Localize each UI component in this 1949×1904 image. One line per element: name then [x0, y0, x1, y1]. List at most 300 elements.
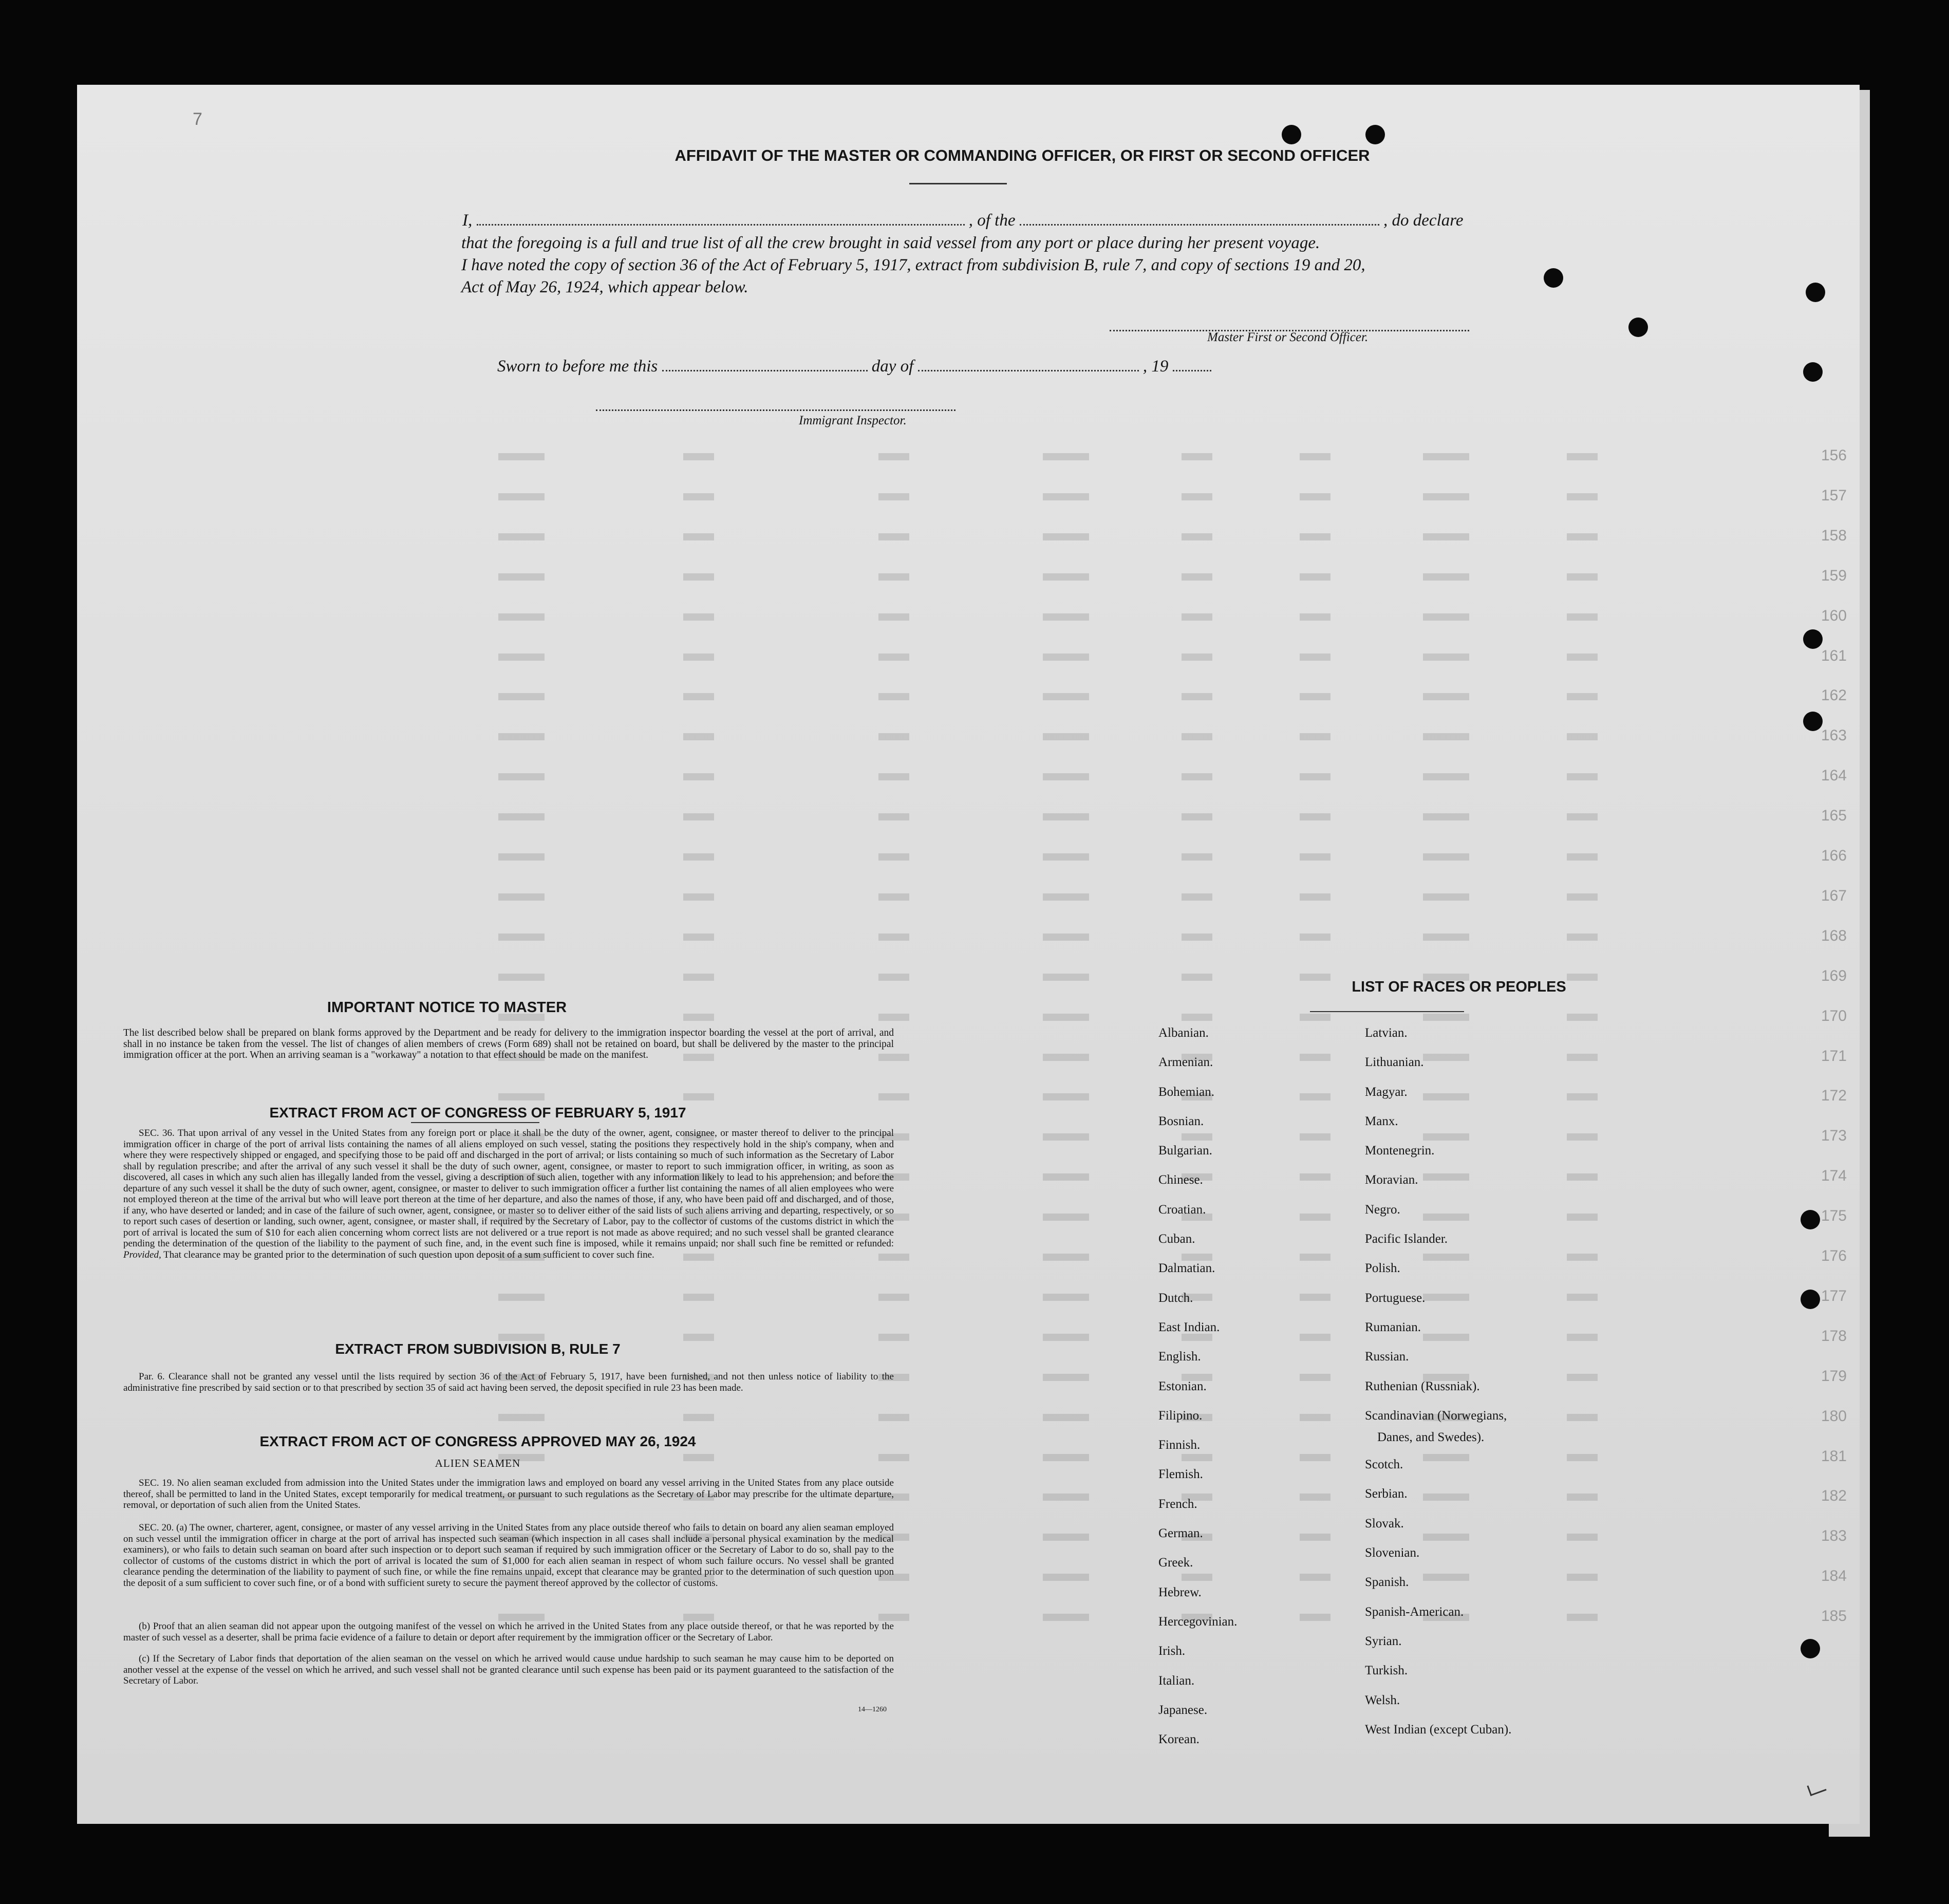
show-through-mark — [498, 893, 545, 901]
row-number: 182 — [1821, 1487, 1847, 1505]
show-through-mark — [878, 733, 909, 740]
notice-title: IMPORTANT NOTICE TO MASTER — [327, 999, 567, 1016]
show-through-mark — [878, 613, 909, 621]
show-through-mark — [683, 573, 714, 581]
show-through-mark — [498, 733, 545, 740]
show-through-mark — [1043, 813, 1089, 820]
race-item: Latvian. — [1365, 1026, 1408, 1040]
show-through-mark — [878, 1014, 909, 1021]
show-through-mark — [1567, 934, 1598, 941]
punch-hole — [1365, 125, 1385, 144]
affidavit-title: AFFIDAVIT OF THE MASTER OR COMMANDING OFFICER, OR FIRST OR SECOND OFFICER — [674, 146, 1370, 164]
affidavit-declare: , do declare — [1383, 211, 1464, 230]
race-item: Flemish. — [1158, 1467, 1203, 1482]
show-through-mark — [1300, 613, 1330, 621]
row-number: 180 — [1821, 1407, 1847, 1425]
race-item: Pacific Islander. — [1365, 1232, 1448, 1246]
show-through-mark — [1300, 733, 1330, 740]
show-through-mark — [878, 693, 909, 700]
show-through-mark — [1043, 893, 1089, 901]
show-through-mark — [683, 1334, 714, 1341]
show-through-mark — [878, 1454, 909, 1461]
row-number: 173 — [1821, 1127, 1847, 1145]
show-through-mark — [1182, 733, 1212, 740]
show-through-mark — [1043, 654, 1089, 661]
section-19-text: SEC. 19. No alien seaman excluded from admission into the United States under the immigration laws and employed on board any vessel arriving in the United States from any place outside thereof, shall be permitted to land in the United States, except temporarily for medical treatment, or pursuant to such regulations as the Secretary of Labor may prescribe for the ultimate departure, removal, or deportation of such alien from the United States. — [123, 1478, 894, 1510]
race-item: Dutch. — [1158, 1291, 1193, 1305]
form-code: 14—1260 — [858, 1706, 887, 1713]
show-through-mark — [498, 573, 545, 581]
row-number: 168 — [1821, 927, 1847, 944]
show-through-mark — [1182, 853, 1212, 861]
show-through-mark — [498, 773, 545, 780]
show-through-mark — [1567, 1374, 1598, 1381]
show-through-mark — [1423, 813, 1469, 820]
show-through-mark — [1182, 934, 1212, 941]
race-item: Turkish. — [1365, 1664, 1408, 1678]
show-through-mark — [1300, 1374, 1330, 1381]
race-item: Scotch. — [1365, 1458, 1403, 1472]
show-through-row — [77, 527, 1860, 548]
race-item: Bohemian. — [1158, 1085, 1215, 1099]
sworn-day-blank — [662, 370, 868, 371]
show-through-mark — [1423, 733, 1469, 740]
show-through-mark — [1300, 893, 1330, 901]
race-item: Greek. — [1158, 1556, 1193, 1570]
master-label: Master First or Second Officer. — [1207, 330, 1369, 344]
show-through-mark — [1300, 1334, 1330, 1341]
show-through-mark — [498, 1294, 545, 1301]
show-through-mark — [878, 1093, 909, 1100]
show-through-row — [77, 767, 1860, 788]
show-through-mark — [1423, 573, 1469, 581]
rule-7-title: EXTRACT FROM SUBDIVISION B, RULE 7 — [335, 1341, 621, 1357]
show-through-mark — [878, 974, 909, 981]
show-through-mark — [683, 1454, 714, 1461]
row-number: 161 — [1821, 647, 1847, 664]
show-through-mark — [1567, 613, 1598, 621]
show-through-mark — [683, 733, 714, 740]
race-item: West Indian (except Cuban). — [1365, 1722, 1512, 1737]
show-through-mark — [878, 853, 909, 861]
rule-7-text: Par. 6. Clearance shall not be granted any vessel until the lists required by section 36 of the Act of February 5, 1917, have been furnished, and not then unless notice of liability to the administrative fine prescribed by said section or to that prescribed by section 35 of said act having been served, the deposit specified in rule 23 has been made. — [123, 1371, 894, 1393]
punch-hole — [1803, 712, 1823, 731]
show-through-mark — [1300, 654, 1330, 661]
race-item: Korean. — [1158, 1732, 1200, 1747]
show-through-row — [77, 647, 1860, 668]
section-20b-text: (b) Proof that an alien seaman did not appear upon the outgoing manifest of the vessel on which he arrived in the United States from any place outside thereof, or that he was reported by the master of such vessel as a deserter, shall be prima facie evidence of a failure to detain or deport after requirement by the immigration officer or the Secretary of Labor. — [123, 1621, 894, 1643]
show-through-mark — [878, 1334, 909, 1341]
punch-hole — [1803, 362, 1823, 382]
show-through-mark — [1567, 533, 1598, 540]
alien-seamen-subtitle: ALIEN SEAMEN — [435, 1457, 521, 1469]
show-through-mark — [1182, 813, 1212, 820]
show-through-mark — [683, 1014, 714, 1021]
race-item: Albanian. — [1158, 1026, 1209, 1040]
show-through-mark — [498, 853, 545, 861]
show-through-mark — [1043, 1214, 1089, 1221]
race-item: East Indian. — [1158, 1320, 1220, 1334]
show-through-mark — [1567, 1054, 1598, 1061]
show-through-mark — [1182, 773, 1212, 780]
show-through-row — [77, 447, 1860, 468]
affidavit-line-1 — [462, 211, 1463, 230]
show-through-mark — [1043, 693, 1089, 700]
show-through-mark — [1043, 1414, 1089, 1421]
race-item: Dalmatian. — [1158, 1261, 1215, 1276]
show-through-mark — [1423, 773, 1469, 780]
show-through-mark — [878, 493, 909, 500]
show-through-mark — [1043, 493, 1089, 500]
notice-text: The list described below shall be prepared on blank forms approved by the Department and be ready for delivery to the immigration inspector boarding the vessel at the port of arrival, and shall in no instance be taken from the vessel. The list of changes of alien members of crews (Form 689) shall not be retained on board, but shall be delivered by the master to the principal immigration officer at the port. When an arriving seaman is a "workaway" a notation to that effect should be made on the manifest. — [123, 1028, 894, 1060]
punch-hole — [1801, 1210, 1820, 1229]
show-through-mark — [1300, 813, 1330, 820]
show-through-mark — [683, 453, 714, 460]
show-through-mark — [683, 1614, 714, 1621]
race-item: Croatian. — [1158, 1202, 1206, 1217]
show-through-mark — [1423, 613, 1469, 621]
show-through-mark — [878, 654, 909, 661]
race-item: Magyar. — [1365, 1085, 1408, 1099]
race-item: Slovak. — [1365, 1516, 1404, 1530]
show-through-mark — [1043, 573, 1089, 581]
show-through-mark — [1300, 1254, 1330, 1261]
show-through-mark — [1567, 853, 1598, 861]
show-through-mark — [1423, 533, 1469, 540]
show-through-mark — [498, 693, 545, 700]
sworn-line — [497, 357, 1211, 376]
show-through-mark — [1567, 1014, 1598, 1021]
show-through-mark — [1567, 1494, 1598, 1501]
show-through-mark — [1182, 453, 1212, 460]
show-through-row — [77, 607, 1860, 628]
extract-1924-title: EXTRACT FROM ACT OF CONGRESS APPROVED MAY 26, 1924 — [259, 1433, 696, 1449]
show-through-row — [77, 887, 1860, 908]
row-number: 169 — [1821, 967, 1847, 984]
extract-1917-text — [123, 1128, 894, 1260]
show-through-mark — [1567, 1214, 1598, 1221]
show-through-mark — [1182, 493, 1212, 500]
races-right-column — [1365, 1018, 1511, 1744]
show-through-mark — [1567, 1534, 1598, 1541]
row-number: 178 — [1821, 1327, 1847, 1345]
row-number: 163 — [1821, 727, 1847, 744]
race-item: Moravian. — [1365, 1173, 1418, 1187]
race-item: Ruthenian (Russniak). — [1365, 1379, 1480, 1393]
show-through-mark — [1567, 1574, 1598, 1581]
race-item: Armenian. — [1158, 1055, 1213, 1070]
show-through-mark — [878, 773, 909, 780]
show-through-mark — [1043, 1534, 1089, 1541]
show-through-mark — [498, 934, 545, 941]
row-number: 181 — [1821, 1447, 1847, 1465]
row-number: 174 — [1821, 1167, 1847, 1185]
section-20a-text: SEC. 20. (a) The owner, charterer, agent, consignee, or master of any vessel arriving in the United States from any place outside thereof who fails to detain on board any alien seaman employed on such vessel until the immigration officer in charge at the port of arrival has inspected such seaman (which inspection in all cases shall include a personal physical examination by the medical examiners), or who fails to detain such seaman on board after such inspection or to deport such seaman if required by such immigration officer or the Secretary of Labor to do so, shall pay to the collector of customs of the customs district in which the port of arrival is located the sum of $1,000 for each alien seaman in respect of whom such failure occurs. No vessel shall be granted clearance pending the determination of the liability to payment of such fine, or while the fine remains unpaid, except that clearance may be granted prior to the determination of such question upon the deposit of a sum sufficient to cover such fine, or of a bond with sufficient surety to secure the payment thereof approved by the collector of customs. — [123, 1522, 894, 1589]
show-through-mark — [1043, 733, 1089, 740]
show-through-mark — [1043, 453, 1089, 460]
race-item: Italian. — [1158, 1673, 1195, 1688]
show-through-mark — [498, 533, 545, 540]
show-through-mark — [1043, 1254, 1089, 1261]
show-through-mark — [1567, 1414, 1598, 1421]
show-through-mark — [1300, 853, 1330, 861]
show-through-mark — [1567, 573, 1598, 581]
show-through-mark — [1300, 533, 1330, 540]
show-through-mark — [1567, 773, 1598, 780]
sworn-year-blank — [1173, 370, 1211, 371]
show-through-mark — [1043, 1093, 1089, 1100]
show-through-mark — [1043, 1294, 1089, 1301]
show-through-row — [77, 1408, 1860, 1428]
race-item: Spanish. — [1365, 1575, 1409, 1590]
show-through-mark — [683, 1414, 714, 1421]
show-through-mark — [683, 613, 714, 621]
row-number: 170 — [1821, 1007, 1847, 1024]
row-number: 176 — [1821, 1247, 1847, 1264]
race-item: French. — [1158, 1497, 1197, 1511]
show-through-mark — [683, 773, 714, 780]
race-item: Hebrew. — [1158, 1585, 1202, 1599]
row-number: 171 — [1821, 1047, 1847, 1065]
show-through-mark — [683, 693, 714, 700]
show-through-mark — [878, 813, 909, 820]
show-through-mark — [878, 1614, 909, 1621]
race-item: Rumanian. — [1365, 1320, 1421, 1334]
row-number: 156 — [1821, 447, 1847, 464]
row-number: 167 — [1821, 887, 1847, 904]
show-through-mark — [878, 1294, 909, 1301]
sworn-month-blank — [918, 370, 1139, 371]
show-through-mark — [1567, 1254, 1598, 1261]
race-item: Danes, and Swedes). — [1377, 1430, 1485, 1445]
race-item: Spanish-American. — [1365, 1604, 1464, 1619]
affidavit-i: I, — [462, 211, 473, 230]
row-number: 158 — [1821, 527, 1847, 544]
row-number: 179 — [1821, 1367, 1847, 1385]
show-through-mark — [1300, 693, 1330, 700]
row-number: 164 — [1821, 767, 1847, 785]
check-mark — [1807, 1780, 1826, 1796]
show-through-mark — [1423, 654, 1469, 661]
show-through-mark — [1567, 453, 1598, 460]
row-number: 166 — [1821, 847, 1847, 864]
show-through-mark — [1043, 934, 1089, 941]
race-item: Portuguese. — [1365, 1291, 1426, 1305]
show-through-mark — [683, 654, 714, 661]
races-title: LIST OF RACES OR PEOPLES — [1352, 979, 1566, 995]
show-through-row — [77, 567, 1860, 588]
show-through-mark — [1182, 893, 1212, 901]
row-number: 157 — [1821, 487, 1847, 504]
row-number: 160 — [1821, 607, 1847, 624]
show-through-mark — [1567, 733, 1598, 740]
show-through-row — [77, 807, 1860, 828]
show-through-mark — [1300, 773, 1330, 780]
section-36-text: SEC. 36. That upon arrival of any vessel in the United States from any foreign port or place it shall be the duty of the owner, agent, consignee, or master thereof to deliver to the principal immigration officer in charge of the port of arrival lists containing the names of all aliens employed on such vessel, stating the positions they respectively hold in the ship's company, when and where they were respectively shipped or engaged, and specifying those to be paid off and discharged in the port of arrival; or lists containing so much of such information as the Secretary of Labor shall by regulation prescribe; and after the arrival of any such vessel it shall be the duty of such owner, agent, consignee, or master to report to such immigration officer, in writing, as soon as discovered, all cases in which any such alien has illegally landed from the vessel, giving a description of such alien, together with any information likely to lead to his apprehension; and before the departure of any such vessel it shall be the duty of such owner, agent, consignee, or master to deliver to such immigration officer a further list containing the names of all alien employees who were not employed thereon at the time of the arrival but who will leave port thereon at the time of her departure, and also the names of those, if any, who have been paid off and discharged, and of those, if any, who have deserted or landed; and in case of the failure of such owner, agent, consignee, or master so to deliver either of the said lists of such aliens arriving and departing, respectively, or so to report such cases of desertion or landing, such owner, agent, consignee, or master shall, if required by the Secretary of Labor, pay to the collector of customs of the customs district in which the port of arrival is located the sum of $10 for each alien concerning whom correct lists are not delivered or a true report is not made as above required; and no such vessel shall be granted clearance pending the determination of the question of the liability to the payment of such fine, and, in the event such fine is imposed, while it remains unpaid; nor shall such fine be remitted or refunded: — [123, 1128, 894, 1249]
extract-1917-rule — [411, 1122, 539, 1123]
race-item: Negro. — [1365, 1202, 1400, 1217]
races-rule — [1310, 1011, 1464, 1012]
punch-hole — [1628, 318, 1648, 337]
show-through-mark — [1300, 573, 1330, 581]
show-through-mark — [683, 533, 714, 540]
show-through-mark — [1300, 453, 1330, 460]
show-through-mark — [1300, 1014, 1330, 1021]
show-through-mark — [1300, 1054, 1330, 1061]
race-item: Bosnian. — [1158, 1114, 1204, 1128]
race-item: Serbian. — [1365, 1487, 1408, 1501]
show-through-mark — [878, 533, 909, 540]
race-item: English. — [1158, 1350, 1201, 1364]
show-through-mark — [1182, 654, 1212, 661]
show-through-mark — [1423, 493, 1469, 500]
row-number: 177 — [1821, 1287, 1847, 1304]
show-through-mark — [1043, 1054, 1089, 1061]
race-item: Finnish. — [1158, 1438, 1201, 1452]
proviso-text: That clearance may be granted prior to the determination of such question upon deposit of a sum sufficient to cover such fine. — [163, 1249, 654, 1260]
show-through-mark — [1300, 1414, 1330, 1421]
show-through-mark — [1300, 934, 1330, 941]
race-item: Irish. — [1158, 1644, 1186, 1658]
show-through-mark — [1182, 693, 1212, 700]
race-item: Filipino. — [1158, 1408, 1203, 1423]
punch-hole — [1282, 125, 1301, 144]
show-through-row — [77, 847, 1860, 868]
show-through-mark — [1182, 974, 1212, 981]
show-through-mark — [1043, 1454, 1089, 1461]
show-through-mark — [1182, 573, 1212, 581]
show-through-mark — [1567, 1133, 1598, 1141]
show-through-mark — [1043, 1614, 1089, 1621]
race-item: Scandinavian (Norwegians, — [1365, 1408, 1507, 1423]
show-through-mark — [498, 1414, 545, 1421]
show-through-mark — [1300, 1534, 1330, 1541]
page-number: 7 — [193, 109, 202, 129]
race-item: Russian. — [1365, 1350, 1409, 1364]
race-item: Polish. — [1365, 1261, 1400, 1276]
show-through-mark — [1043, 533, 1089, 540]
row-number: 185 — [1821, 1608, 1847, 1625]
show-through-mark — [1300, 1294, 1330, 1301]
show-through-mark — [1567, 893, 1598, 901]
section-20c-text: (c) If the Secretary of Labor finds that deportation of the alien seaman on the vessel on which he arrived would cause undue hardship to such seaman he may cause him to be deported on another vessel at the expense of the vessel on which he arrived, and such vessel shall not be granted clearance until such expense has been paid or its payment guaranteed to the satisfaction of the Secretary of Labor. — [123, 1653, 894, 1686]
race-item: German. — [1158, 1526, 1203, 1541]
races-left-column — [1158, 1018, 1237, 1754]
show-through-row — [77, 927, 1860, 948]
show-through-mark — [1300, 1454, 1330, 1461]
race-item: Slovenian. — [1365, 1546, 1420, 1560]
title-rule — [909, 183, 1007, 184]
punch-hole — [1544, 268, 1563, 288]
show-through-mark — [1043, 773, 1089, 780]
row-number: 184 — [1821, 1567, 1847, 1585]
show-through-mark — [683, 974, 714, 981]
show-through-mark — [1567, 1294, 1598, 1301]
row-number: 175 — [1821, 1207, 1847, 1225]
show-through-mark — [1300, 1214, 1330, 1221]
show-through-mark — [1567, 1093, 1598, 1100]
show-through-mark — [498, 1334, 545, 1341]
show-through-mark — [1423, 934, 1469, 941]
row-number: 159 — [1821, 567, 1847, 584]
show-through-mark — [1043, 1173, 1089, 1181]
row-number: 172 — [1821, 1087, 1847, 1105]
show-through-row — [77, 1448, 1860, 1468]
show-through-mark — [1300, 1133, 1330, 1141]
punch-hole — [1803, 629, 1823, 649]
show-through-mark — [878, 1414, 909, 1421]
affidavit-line-4: Act of May 26, 1924, which appear below. — [461, 278, 748, 296]
provided-word: Provided, — [123, 1249, 161, 1260]
show-through-mark — [683, 1294, 714, 1301]
name-blank — [477, 224, 965, 226]
show-through-mark — [1043, 1014, 1089, 1021]
show-through-mark — [683, 853, 714, 861]
show-through-mark — [878, 893, 909, 901]
show-through-row — [77, 487, 1860, 508]
show-through-mark — [1567, 493, 1598, 500]
row-number: 183 — [1821, 1527, 1847, 1545]
show-through-mark — [1423, 453, 1469, 460]
show-through-mark — [1567, 654, 1598, 661]
show-through-mark — [1043, 1133, 1089, 1141]
show-through-mark — [683, 934, 714, 941]
show-through-mark — [1423, 893, 1469, 901]
show-through-mark — [683, 813, 714, 820]
show-through-mark — [498, 813, 545, 820]
show-through-mark — [498, 613, 545, 621]
show-through-mark — [498, 453, 545, 460]
show-through-mark — [1300, 1173, 1330, 1181]
show-through-mark — [878, 934, 909, 941]
inspector-signature-line — [596, 409, 955, 411]
manifest-page — [77, 85, 1860, 1824]
show-through-mark — [1043, 1574, 1089, 1581]
race-item: Chinese. — [1158, 1173, 1203, 1187]
punch-hole — [1801, 1290, 1820, 1309]
show-through-mark — [878, 453, 909, 460]
show-through-mark — [498, 974, 545, 981]
show-through-mark — [1043, 1334, 1089, 1341]
show-through-row — [77, 687, 1860, 707]
race-item: Cuban. — [1158, 1232, 1195, 1246]
race-item: Manx. — [1365, 1114, 1398, 1128]
punch-hole — [1806, 283, 1825, 302]
race-item: Montenegrin. — [1365, 1144, 1435, 1158]
show-through-mark — [1567, 693, 1598, 700]
race-item: Syrian. — [1365, 1634, 1402, 1648]
show-through-mark — [1182, 613, 1212, 621]
show-through-mark — [1567, 813, 1598, 820]
show-through-mark — [878, 573, 909, 581]
show-through-mark — [1567, 1173, 1598, 1181]
show-through-mark — [1567, 1454, 1598, 1461]
show-through-mark — [1423, 853, 1469, 861]
show-through-mark — [498, 1093, 545, 1100]
show-through-mark — [1182, 533, 1212, 540]
show-through-mark — [1300, 1093, 1330, 1100]
sworn-text: Sworn to before me this — [497, 357, 658, 376]
row-number: 162 — [1821, 687, 1847, 704]
race-item: Japanese. — [1158, 1703, 1208, 1717]
race-item: Hercegovinian. — [1158, 1614, 1238, 1629]
show-through-mark — [498, 493, 545, 500]
year-text: , 19 — [1142, 357, 1169, 376]
punch-hole — [1801, 1639, 1820, 1658]
race-item: Estonian. — [1158, 1379, 1207, 1393]
show-through-mark — [1300, 1614, 1330, 1621]
show-through-mark — [498, 1614, 545, 1621]
